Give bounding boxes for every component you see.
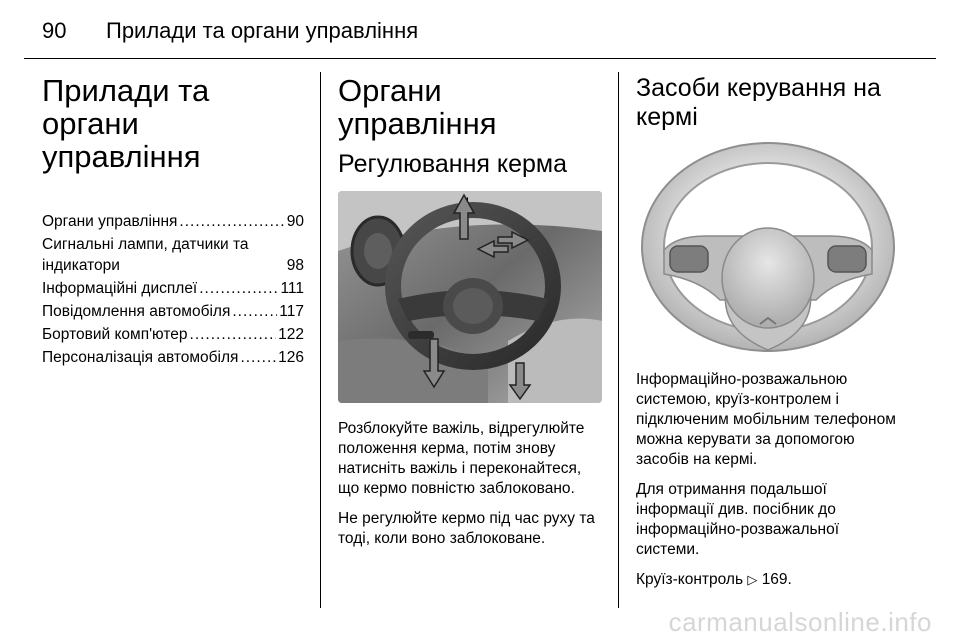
page-header <box>42 14 920 48</box>
page-number: 90 <box>42 18 67 43</box>
toc-entry[interactable]: Сигнальні лампи, датчики та індикатори 98 <box>42 236 304 274</box>
watermark: carmanualsonline.info <box>668 607 932 637</box>
cross-reference[interactable]: Круїз-контроль ▷ 169. <box>636 571 792 588</box>
column-divider-1 <box>320 72 321 608</box>
reference-arrow-icon: ▷ <box>747 573 758 588</box>
table-of-contents <box>42 211 304 368</box>
toc-entry[interactable]: Органи управління ..... 90 <box>42 211 304 232</box>
column-wheel-controls <box>636 74 900 601</box>
section-title: Органи управління <box>338 73 497 141</box>
instruction-paragraph: Розблокуйте важіль, відрегулюйте положення керма, потім знову натисніть важіль і переконайтеся, що кермо повністю заблоковано. <box>338 420 585 497</box>
toc-entry[interactable]: Бортовий комп'ютер ..... 122 <box>42 324 304 345</box>
section-title: Засоби керування на кермі <box>636 74 881 131</box>
column-controls <box>338 74 602 559</box>
toc-entry[interactable]: Персоналізація автомобіля ..... 126 <box>42 347 304 368</box>
steering-adjustment-illustration <box>338 191 602 403</box>
running-header-title: Прилади та органи управління <box>106 18 419 43</box>
wheel-controls-paragraph: Інформаційно-розважальною системою, круїз-контролем і підключеним мобільним телефоном можна керувати за допомогою засобів на кермі. <box>636 371 896 468</box>
further-info-paragraph: Для отримання подальшої інформації див. посібник до інформаційно-розважальної системи. <box>636 481 840 558</box>
toc-entry[interactable]: Інформаційні дисплеї ..... 111 <box>42 278 304 299</box>
column-contents <box>42 74 304 370</box>
toc-entry[interactable]: Повідомлення автомобіля ..... 117 <box>42 301 304 322</box>
steering-wheel-illustration <box>636 140 900 354</box>
warning-paragraph: Не регулюйте кермо під час руху та тоді, коли воно заблоковане. <box>338 510 595 547</box>
header-rule <box>24 58 936 59</box>
chapter-title: Прилади та органи управління <box>42 73 210 174</box>
subsection-title: Регулювання керма <box>338 150 568 178</box>
column-divider-2 <box>618 72 619 608</box>
